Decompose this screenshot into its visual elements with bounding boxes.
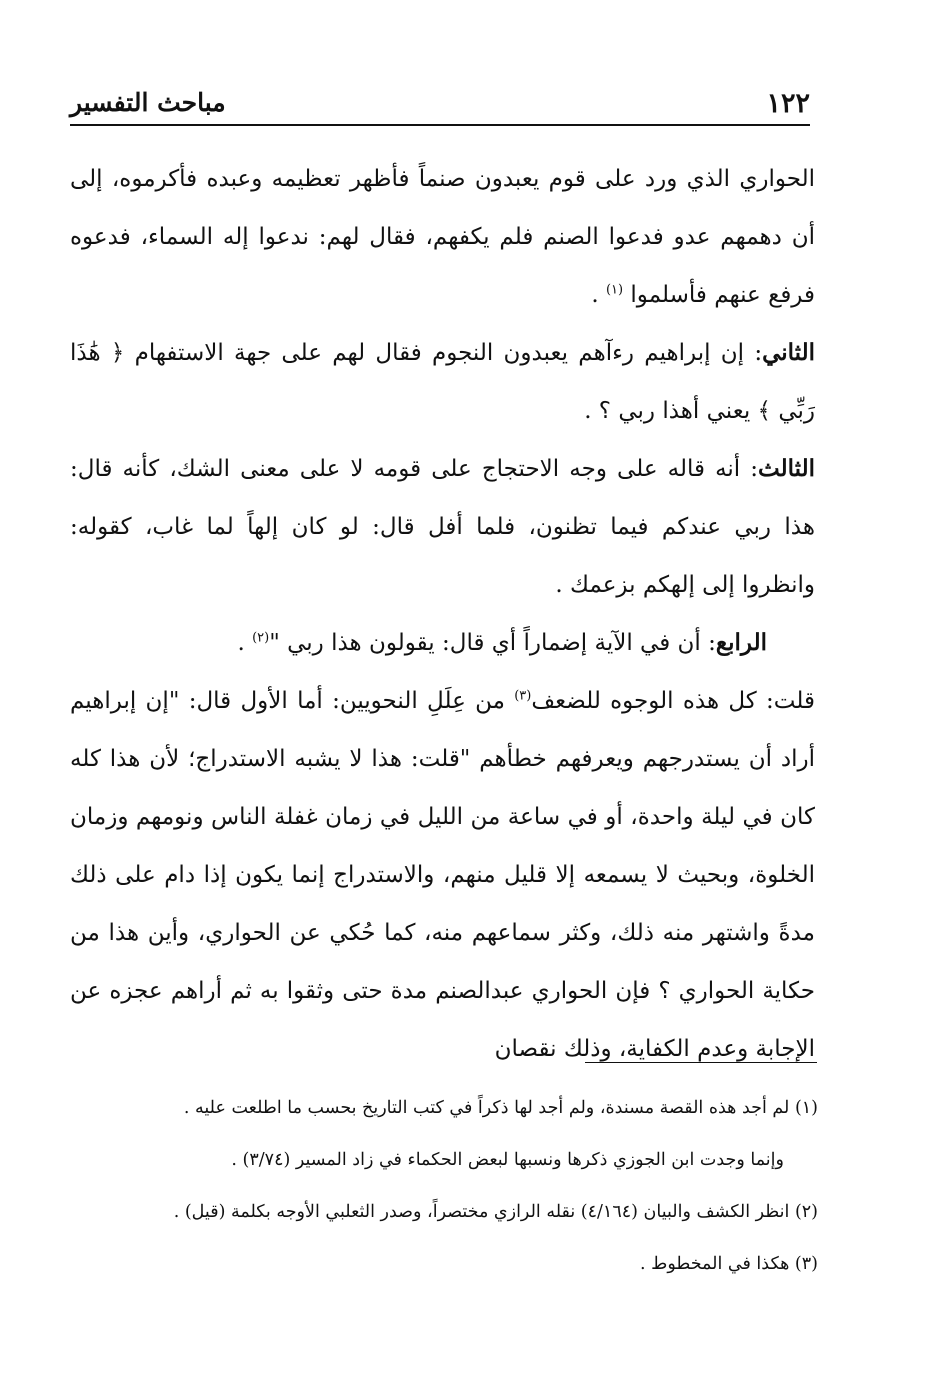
footnotes bbox=[70, 1082, 818, 1290]
running-title: مباحث التفسير bbox=[70, 88, 226, 117]
paragraph-commentary bbox=[70, 672, 815, 1078]
heading-fourth: الرابع bbox=[715, 629, 767, 656]
paragraph-text: الحواري الذي ورد على قوم يعبدون صنماً فأظهر تعظيمه وعبده فأكرموه، إلى أن دهمهم عدو فدعوا الصنم فلم يكفهم، فقال لهم: ندعوا إله السماء، فدعوه فرفع عنهم فأسلموا bbox=[70, 166, 815, 308]
footnote-ref-2: (٢) bbox=[252, 630, 270, 646]
footnote-3: (٣) هكذا في المخطوط . bbox=[640, 1254, 818, 1274]
paragraph-fourth-view bbox=[70, 614, 815, 672]
paragraph-text: : أن في الآية إضماراً أي قال: يقولون هذا ربي " bbox=[269, 630, 716, 656]
heading-third: الثالث bbox=[758, 455, 815, 482]
footnote-1-continued: وإنما وجدت ابن الجوزي ذكرها ونسبها لبعض الحكماء في زاد المسير (٣/٧٤) . bbox=[231, 1150, 784, 1170]
footnote-1: (١) لم أجد هذه القصة مسندة، ولم أجد لها ذكراً في كتب التاريخ بحسب ما اطلعت عليه . bbox=[183, 1098, 818, 1118]
paragraph-end: . bbox=[591, 282, 599, 308]
paragraph-text: : أنه قاله على وجه الاحتجاج على قومه لا على معنى الشك، كأنه قال: هذا ربي عندكم فيما تظنون، فلما أفل قال: لو كان إلهاً لما غاب، كقوله: وانظروا إلى إلهكم بزعمك . bbox=[70, 456, 815, 598]
footnote-2: (٢) انظر الكشف والبيان (٤/١٦٤) نقله الرازي مختصراً، وصدر الثعلبي الأوجه بكلمة (قيل) . bbox=[173, 1202, 818, 1222]
footnote-ref-3: (٣) bbox=[514, 688, 532, 704]
paragraph-text: : إن إبراهيم رءآهم يعبدون النجوم فقال لهم على جهة الاستفهام ﴿ هَٰذَا رَبِّي ﴾ يعني أهذا ربي ؟ . bbox=[70, 340, 815, 424]
paragraph-text-a: قلت: كل هذه الوجوه للضعف bbox=[531, 688, 815, 714]
footnote-separator bbox=[585, 1062, 817, 1063]
paragraph-third-view bbox=[70, 440, 815, 614]
page-number: ١٢٢ bbox=[766, 88, 810, 119]
paragraph-1 bbox=[70, 150, 815, 324]
page-header bbox=[70, 84, 810, 124]
paragraph-second-view bbox=[70, 324, 815, 440]
main-text bbox=[70, 150, 815, 1078]
paragraph-end: . bbox=[237, 630, 245, 656]
footnote-ref-1: (١) bbox=[605, 282, 624, 298]
paragraph-text-b: من عِلَلِ النحويين: أما الأول قال: "إن إبراهيم أراد أن يستدرجهم ويعرفهم خطأهم "قلت: هذا لا يشبه الاستدراج؛ لأن هذا كله كان في ليلة واحدة، أو في ساعة من الليل في زمان غفلة الناس ونومهم وزمان الخلوة، وبحيث لا يسمعه إلا قليل منهم، والاستدراج إنما يكون إذا دام على ذلك مدةً واشتهر منه ذلك، وكثر سماعهم منه، كما حُكي عن الحواري، وأين هذا من حكاية الحواري ؟ فإن الحواري عبدالصنم مدة حتى وثقوا به ثم أراهم عجزه عن الإجابة وعدم الكفاية، وذلك نقصان bbox=[70, 688, 815, 1062]
heading-second: الثاني bbox=[762, 339, 815, 366]
header-rule bbox=[70, 124, 810, 126]
